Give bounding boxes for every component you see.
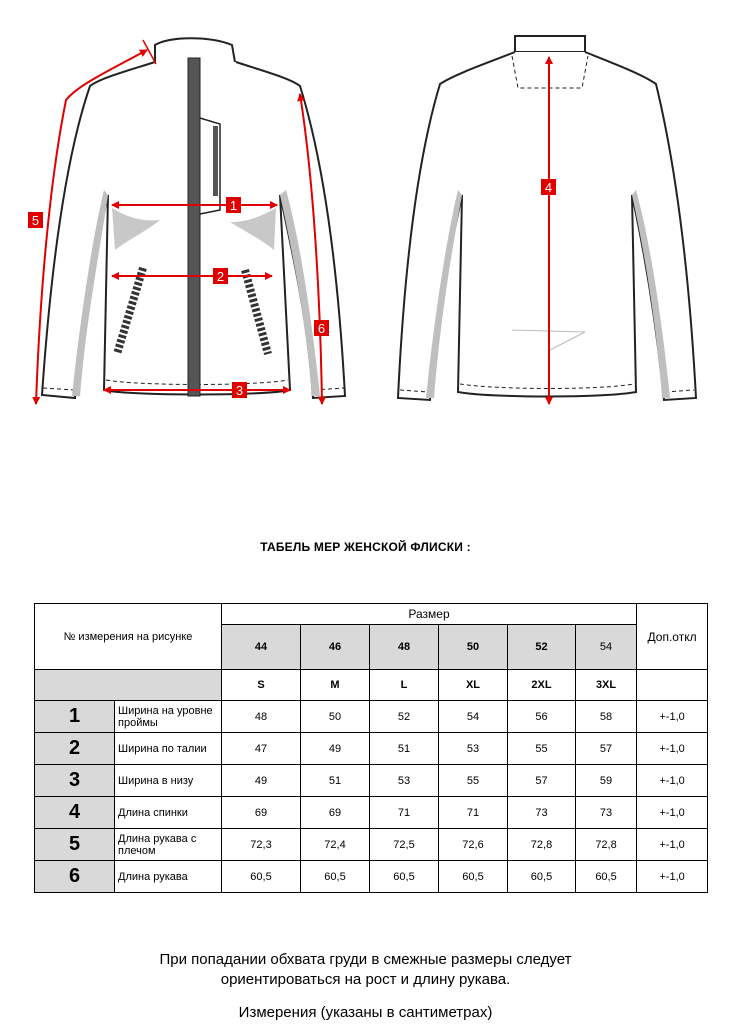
tolerance-cell: +-1,0 bbox=[637, 765, 708, 797]
size-cell: 44 bbox=[222, 625, 301, 670]
row-number: 6 bbox=[35, 861, 115, 893]
value-cell: 73 bbox=[576, 797, 637, 829]
size-table bbox=[34, 603, 708, 893]
value-cell: 57 bbox=[508, 765, 576, 797]
value-cell: 69 bbox=[222, 797, 301, 829]
letter-cell: 2XL bbox=[508, 670, 576, 701]
svg-text:3: 3 bbox=[235, 383, 244, 398]
value-cell: 72,8 bbox=[508, 829, 576, 861]
row-label: Длина спинки bbox=[115, 797, 222, 829]
value-cell: 60,5 bbox=[222, 861, 301, 893]
value-cell: 55 bbox=[439, 765, 508, 797]
value-cell: 56 bbox=[508, 701, 576, 733]
value-cell: 60,5 bbox=[439, 861, 508, 893]
row-label: Длина рукава с плечом bbox=[115, 829, 222, 861]
value-cell: 60,5 bbox=[301, 861, 370, 893]
size-cell: 52 bbox=[508, 625, 576, 670]
tolerance-header: Доп.откл bbox=[637, 604, 708, 670]
jacket-measurement-diagram bbox=[0, 0, 731, 420]
value-cell: 58 bbox=[576, 701, 637, 733]
size-cell: 50 bbox=[439, 625, 508, 670]
size-cell: 46 bbox=[301, 625, 370, 670]
size-cell: 54 bbox=[576, 625, 637, 670]
table-title: ТАБЕЛЬ МЕР ЖЕНСКОЙ ФЛИСКИ : bbox=[260, 540, 471, 554]
value-cell: 51 bbox=[301, 765, 370, 797]
value-cell: 59 bbox=[576, 765, 637, 797]
table-row bbox=[35, 797, 708, 829]
sizing-note bbox=[0, 950, 731, 990]
row-number: 5 bbox=[35, 829, 115, 861]
value-cell: 52 bbox=[370, 701, 439, 733]
badge-2 bbox=[213, 268, 228, 284]
row-label: Длина рукава bbox=[115, 861, 222, 893]
value-cell: 50 bbox=[301, 701, 370, 733]
letter-row-tol-blank bbox=[637, 670, 708, 701]
letter-cell: M bbox=[301, 670, 370, 701]
letter-cell: 3XL bbox=[576, 670, 637, 701]
tolerance-cell: +-1,0 bbox=[637, 701, 708, 733]
badge-6 bbox=[314, 320, 329, 336]
value-cell: 49 bbox=[301, 733, 370, 765]
table-row bbox=[35, 765, 708, 797]
value-cell: 72,8 bbox=[576, 829, 637, 861]
svg-text:1: 1 bbox=[229, 198, 238, 213]
value-cell: 71 bbox=[439, 797, 508, 829]
letter-cell: S bbox=[222, 670, 301, 701]
letter-cell: L bbox=[370, 670, 439, 701]
value-cell: 71 bbox=[370, 797, 439, 829]
row-label: Ширина по талии bbox=[115, 733, 222, 765]
value-cell: 53 bbox=[439, 733, 508, 765]
svg-text:4: 4 bbox=[544, 180, 553, 195]
back-view-jacket bbox=[398, 36, 696, 400]
value-cell: 72,3 bbox=[222, 829, 301, 861]
value-cell: 47 bbox=[222, 733, 301, 765]
value-cell: 72,5 bbox=[370, 829, 439, 861]
value-cell: 57 bbox=[576, 733, 637, 765]
row-number: 3 bbox=[35, 765, 115, 797]
badge-4 bbox=[541, 179, 556, 195]
value-cell: 60,5 bbox=[370, 861, 439, 893]
badge-5 bbox=[28, 212, 43, 228]
table-row bbox=[35, 733, 708, 765]
size-header: Размер bbox=[222, 604, 637, 625]
value-cell: 69 bbox=[301, 797, 370, 829]
value-cell: 72,4 bbox=[301, 829, 370, 861]
svg-text:5: 5 bbox=[31, 213, 40, 228]
letter-row-blank bbox=[35, 670, 222, 701]
value-cell: 48 bbox=[222, 701, 301, 733]
value-cell: 55 bbox=[508, 733, 576, 765]
table-row bbox=[35, 829, 708, 861]
tolerance-cell: +-1,0 bbox=[637, 829, 708, 861]
badge-1 bbox=[226, 197, 241, 213]
value-cell: 54 bbox=[439, 701, 508, 733]
tolerance-cell: +-1,0 bbox=[637, 797, 708, 829]
value-cell: 60,5 bbox=[508, 861, 576, 893]
svg-text:6: 6 bbox=[317, 321, 326, 336]
value-cell: 49 bbox=[222, 765, 301, 797]
tolerance-cell: +-1,0 bbox=[637, 861, 708, 893]
svg-text:2: 2 bbox=[216, 269, 225, 284]
value-cell: 60,5 bbox=[576, 861, 637, 893]
row-number: 1 bbox=[35, 701, 115, 733]
row-number: 2 bbox=[35, 733, 115, 765]
value-cell: 53 bbox=[370, 765, 439, 797]
row-label: Ширина на уровне проймы bbox=[115, 701, 222, 733]
sizing-note-line-1: При попадании обхвата груди в смежные размеры следует bbox=[159, 951, 572, 968]
front-view-jacket bbox=[42, 38, 345, 398]
table-row bbox=[35, 701, 708, 733]
letter-cell: XL bbox=[439, 670, 508, 701]
value-cell: 72,6 bbox=[439, 829, 508, 861]
row-label: Ширина в низу bbox=[115, 765, 222, 797]
tolerance-cell: +-1,0 bbox=[637, 733, 708, 765]
units-note: Измерения (указаны в сантиметрах) bbox=[238, 1004, 493, 1021]
badge-3 bbox=[232, 382, 247, 398]
corner-label: № измерения на рисунке bbox=[35, 604, 222, 670]
value-cell: 51 bbox=[370, 733, 439, 765]
row-number: 4 bbox=[35, 797, 115, 829]
table-row bbox=[35, 861, 708, 893]
sizing-note-line-2: ориентироваться на рост и длину рукава. bbox=[220, 971, 511, 988]
size-cell: 48 bbox=[370, 625, 439, 670]
value-cell: 73 bbox=[508, 797, 576, 829]
